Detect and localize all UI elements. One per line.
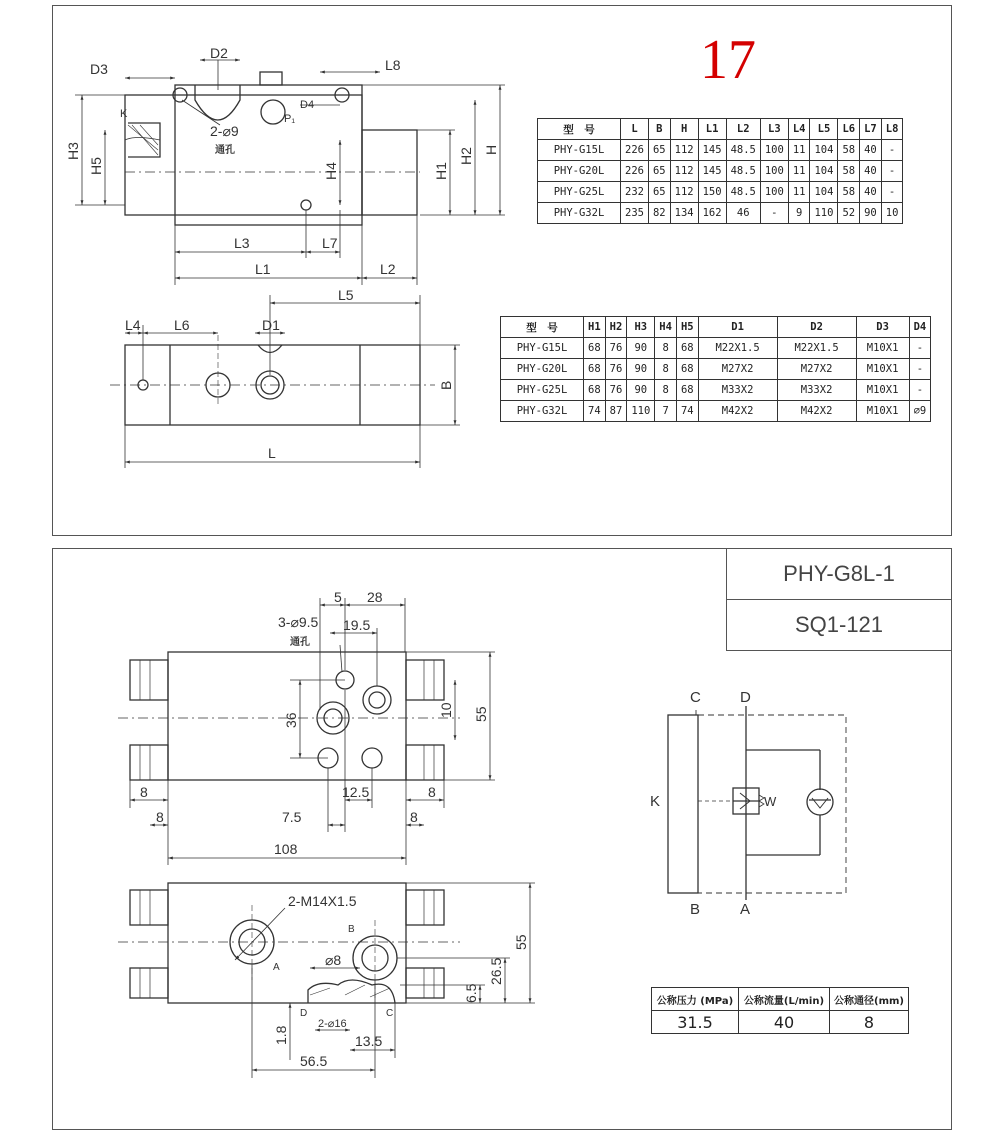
table-cell: 58 <box>838 140 860 161</box>
table-header-row <box>538 119 903 140</box>
bore-value: 8 <box>830 1011 909 1034</box>
header-cell: L1 <box>698 119 726 140</box>
table-cell: M27X2 <box>698 359 777 380</box>
model-number: PHY-G8L-1 <box>783 561 895 586</box>
title-block-model <box>726 548 952 600</box>
dim-108: 108 <box>274 841 298 857</box>
table-cell: 7 <box>655 401 677 422</box>
table-row <box>501 401 931 422</box>
table-cell: 90 <box>627 380 655 401</box>
table-cell: 40 <box>860 140 882 161</box>
header-cell: L3 <box>760 119 788 140</box>
table-cell: 145 <box>698 161 726 182</box>
table-cell: ⌀9 <box>909 401 931 422</box>
table-row <box>501 338 931 359</box>
param-header-row <box>652 988 909 1011</box>
dim-thread: 2-M14X1.5 <box>288 893 357 909</box>
table-cell: 232 <box>621 182 649 203</box>
label-p1: P₁ <box>284 113 296 125</box>
table-cell: M27X2 <box>777 359 856 380</box>
pressure-header: 公称压力 (MPa) <box>652 988 739 1011</box>
header-cell: D3 <box>856 317 909 338</box>
dim-1-8: 1.8 <box>273 1025 289 1045</box>
dim-12-5: 12.5 <box>342 784 370 800</box>
dim-6-5: 6.5 <box>463 983 479 1003</box>
header-cell: H3 <box>627 317 655 338</box>
table-cell: 65 <box>648 140 670 161</box>
table-cell: PHY-G25L <box>501 380 584 401</box>
table-cell: 65 <box>648 182 670 203</box>
table-cell: M33X2 <box>698 380 777 401</box>
label-l5: L5 <box>338 287 354 303</box>
table-cell: 226 <box>621 140 649 161</box>
table-cell: 40 <box>860 182 882 203</box>
page-number: 17 <box>700 29 756 91</box>
dim-56-5: 56.5 <box>300 1053 328 1069</box>
table-cell: 162 <box>698 203 726 224</box>
title-block-code <box>726 599 952 651</box>
table-header-row <box>501 317 931 338</box>
table-cell: PHY-G20L <box>538 161 621 182</box>
dim-7-5: 7.5 <box>282 809 302 825</box>
header-cell: H5 <box>676 317 698 338</box>
header-cell: B <box>648 119 670 140</box>
table-cell: 90 <box>860 203 882 224</box>
table-cell: 48.5 <box>726 182 760 203</box>
table-cell: 8 <box>655 338 677 359</box>
dim-55: 55 <box>473 706 489 722</box>
table-cell: 48.5 <box>726 140 760 161</box>
table-row <box>501 359 931 380</box>
table-cell: 11 <box>788 161 810 182</box>
drawing-code: SQ1-121 <box>794 612 884 637</box>
table-cell: 104 <box>810 182 838 203</box>
label-port-b: B <box>348 924 355 935</box>
table-cell: 90 <box>627 359 655 380</box>
dim-55b: 55 <box>513 934 529 950</box>
table-cell: 68 <box>584 359 606 380</box>
dim-26-5: 26.5 <box>488 957 504 985</box>
table-cell: 68 <box>676 338 698 359</box>
dim-phi16: 2-⌀16 <box>318 1018 347 1030</box>
label-h: H <box>483 144 499 155</box>
table-cell: 10 <box>881 203 903 224</box>
schematic-a: A <box>740 901 751 918</box>
label-l8: L8 <box>385 57 401 73</box>
table-cell: 65 <box>648 161 670 182</box>
table-cell: 68 <box>584 380 606 401</box>
table-cell: 110 <box>810 203 838 224</box>
header-cell: L <box>621 119 649 140</box>
schematic-d: D <box>740 689 751 706</box>
header-cell: D1 <box>698 317 777 338</box>
table-cell: M10X1 <box>856 380 909 401</box>
label-k: K <box>120 108 128 120</box>
table-row <box>538 161 903 182</box>
table-cell: 68 <box>676 380 698 401</box>
table-cell: 110 <box>627 401 655 422</box>
table-row <box>538 182 903 203</box>
table-cell: PHY-G15L <box>538 140 621 161</box>
dim-8b: 8 <box>156 809 164 825</box>
param-value-row <box>652 1011 909 1034</box>
schematic-k: K <box>650 793 661 810</box>
label-h4: H4 <box>323 162 339 180</box>
table-cell: 226 <box>621 161 649 182</box>
table-cell: - <box>760 203 788 224</box>
table-cell: 58 <box>838 182 860 203</box>
label-l6: L6 <box>174 317 190 333</box>
table-cell: 87 <box>605 401 627 422</box>
header-cell: H <box>670 119 698 140</box>
table-cell: M22X1.5 <box>698 338 777 359</box>
label-port-c: C <box>386 1008 394 1019</box>
header-cell: L4 <box>788 119 810 140</box>
header-cell: L2 <box>726 119 760 140</box>
table-row <box>538 203 903 224</box>
header-cell: L8 <box>881 119 903 140</box>
plan-view <box>110 335 435 425</box>
table-cell: 11 <box>788 140 810 161</box>
dim-5: 5 <box>334 589 342 605</box>
dim-through: 通孔 <box>290 637 310 648</box>
table-cell: M42X2 <box>777 401 856 422</box>
table-row <box>501 380 931 401</box>
table-cell: M22X1.5 <box>777 338 856 359</box>
header-cell: H1 <box>584 317 606 338</box>
table-cell: 104 <box>810 140 838 161</box>
table-cell: 235 <box>621 203 649 224</box>
valve-top-view-dimensions <box>130 598 495 865</box>
dim-13-5: 13.5 <box>355 1033 383 1049</box>
table-cell: M10X1 <box>856 401 909 422</box>
table-cell: 74 <box>676 401 698 422</box>
pressure-value: 31.5 <box>652 1011 739 1034</box>
table-cell: M10X1 <box>856 338 909 359</box>
label-through: 通孔 <box>215 145 235 156</box>
header-cell: L5 <box>810 119 838 140</box>
label-d4: D4 <box>300 99 315 111</box>
label-l3: L3 <box>234 235 250 251</box>
table-cell: - <box>909 338 931 359</box>
table-cell: 9 <box>788 203 810 224</box>
table-cell: - <box>881 182 903 203</box>
header-cell: 型 号 <box>538 119 621 140</box>
table-cell: 46 <box>726 203 760 224</box>
label-d3: D3 <box>90 61 108 77</box>
table-cell: 134 <box>670 203 698 224</box>
header-cell: H2 <box>605 317 627 338</box>
label-h2: H2 <box>458 147 474 165</box>
table-cell: 58 <box>838 161 860 182</box>
table-cell: 90 <box>627 338 655 359</box>
table-cell: 68 <box>676 359 698 380</box>
dim-28: 28 <box>367 589 383 605</box>
table-cell: - <box>909 359 931 380</box>
table-cell: 150 <box>698 182 726 203</box>
flow-header: 公称流量(L/min) <box>739 988 830 1011</box>
schematic-b: B <box>690 901 701 918</box>
table-cell: - <box>881 161 903 182</box>
label-holes: 2-⌀9 <box>210 123 239 139</box>
header-cell: H4 <box>655 317 677 338</box>
table-cell: 100 <box>760 182 788 203</box>
table-cell: 40 <box>860 161 882 182</box>
table-cell: 82 <box>648 203 670 224</box>
header-cell: D2 <box>777 317 856 338</box>
table-cell: M33X2 <box>777 380 856 401</box>
table-cell: 68 <box>584 338 606 359</box>
label-port-d: D <box>300 1008 308 1019</box>
dim-phi8: ⌀8 <box>325 952 342 968</box>
label-port-a: A <box>273 962 280 973</box>
table-cell: 11 <box>788 182 810 203</box>
table-cell: 76 <box>605 359 627 380</box>
dim-8c: 8 <box>428 784 436 800</box>
table-cell: - <box>909 380 931 401</box>
table-cell: 8 <box>655 359 677 380</box>
table-cell: 100 <box>760 140 788 161</box>
dim-19-5: 19.5 <box>343 617 371 633</box>
table-cell: 76 <box>605 338 627 359</box>
table-cell: PHY-G32L <box>501 401 584 422</box>
schematic-c: C <box>690 689 701 706</box>
label-h5: H5 <box>88 157 104 175</box>
header-cell: L7 <box>860 119 882 140</box>
table-row <box>538 140 903 161</box>
header-cell: D4 <box>909 317 931 338</box>
header-cell: L6 <box>838 119 860 140</box>
table-cell: - <box>881 140 903 161</box>
label-d2: D2 <box>210 45 228 61</box>
table-cell: PHY-G20L <box>501 359 584 380</box>
table-cell: 145 <box>698 140 726 161</box>
spec-table-dimensions-h <box>500 316 931 422</box>
table-cell: 74 <box>584 401 606 422</box>
table-cell: 76 <box>605 380 627 401</box>
table-cell: 112 <box>670 182 698 203</box>
dim-36: 36 <box>283 712 299 728</box>
schematic-w: W <box>764 794 777 809</box>
table-cell: PHY-G32L <box>538 203 621 224</box>
label-l7: L7 <box>322 235 338 251</box>
table-cell: 48.5 <box>726 161 760 182</box>
table-cell: 112 <box>670 140 698 161</box>
dim-8a: 8 <box>140 784 148 800</box>
table-cell: 104 <box>810 161 838 182</box>
table-cell: M10X1 <box>856 359 909 380</box>
label-d1: D1 <box>262 317 280 333</box>
dim-holes: 3-⌀9.5 <box>278 614 319 630</box>
table-cell: 100 <box>760 161 788 182</box>
table-cell: PHY-G15L <box>501 338 584 359</box>
hydraulic-schematic <box>668 706 846 900</box>
label-l: L <box>268 445 276 461</box>
label-h3: H3 <box>65 142 81 160</box>
table-cell: M42X2 <box>698 401 777 422</box>
label-l4: L4 <box>125 317 141 333</box>
flow-value: 40 <box>739 1011 830 1034</box>
table-cell: 112 <box>670 161 698 182</box>
label-l1: L1 <box>255 261 271 277</box>
dim-8d: 8 <box>410 809 418 825</box>
table-cell: PHY-G25L <box>538 182 621 203</box>
parameter-table <box>651 987 909 1034</box>
header-cell: 型 号 <box>501 317 584 338</box>
bore-header: 公称通径(mm) <box>830 988 909 1011</box>
dim-10: 10 <box>438 702 454 718</box>
label-b: B <box>438 380 454 390</box>
table-cell: 8 <box>655 380 677 401</box>
label-h1: H1 <box>433 162 449 180</box>
spec-table-dimensions-l <box>537 118 903 224</box>
table-cell: 52 <box>838 203 860 224</box>
label-l2: L2 <box>380 261 396 277</box>
